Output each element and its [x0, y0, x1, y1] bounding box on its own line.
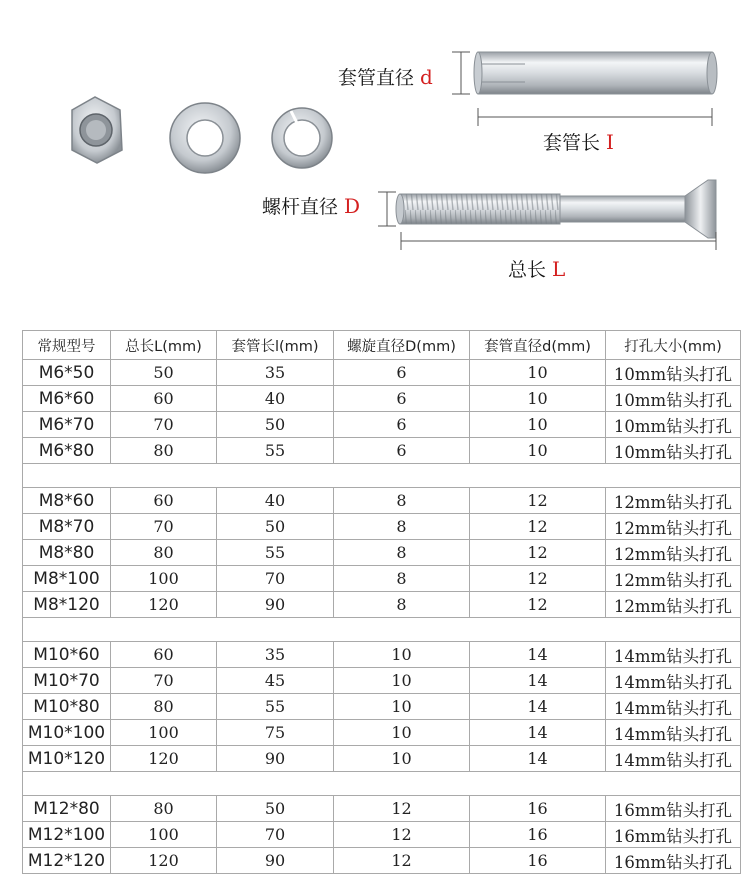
cell-bolt-diameter: 12 [334, 796, 470, 822]
cell-total-length: 50 [111, 360, 217, 386]
cell-bolt-diameter: 6 [334, 438, 470, 464]
bolt-diameter-dimension [378, 192, 396, 226]
cell-model: M8*100 [23, 566, 111, 592]
table-row [23, 694, 741, 720]
spacer-cell [23, 618, 741, 642]
flat-washer-icon [170, 103, 240, 173]
cell-bolt-diameter: 8 [334, 488, 470, 514]
cell-total-length: 80 [111, 438, 217, 464]
cell-hole-size: 12mm钻头打孔 [606, 592, 741, 618]
cell-total-length: 60 [111, 386, 217, 412]
cell-bolt-diameter: 10 [334, 720, 470, 746]
cell-hole-size: 10mm钻头打孔 [606, 412, 741, 438]
sleeve-diameter-dimension [452, 52, 470, 94]
header-model: 常规型号 [23, 331, 111, 360]
cell-total-length: 100 [111, 566, 217, 592]
header-total-length: 总长L(mm) [111, 331, 217, 360]
header-bolt-diameter: 螺旋直径D(mm) [334, 331, 470, 360]
cell-sleeve-length: 45 [217, 668, 334, 694]
cell-model: M12*100 [23, 822, 111, 848]
cell-model: M8*120 [23, 592, 111, 618]
cell-total-length: 100 [111, 822, 217, 848]
cell-sleeve-length: 55 [217, 540, 334, 566]
cell-hole-size: 12mm钻头打孔 [606, 540, 741, 566]
bolt-diameter-text: 螺杆直径 [262, 196, 339, 218]
cell-model: M8*70 [23, 514, 111, 540]
table-row [23, 642, 741, 668]
table-header-row [23, 331, 741, 360]
table-row [23, 386, 741, 412]
cell-total-length: 70 [111, 514, 217, 540]
cell-hole-size: 14mm钻头打孔 [606, 720, 741, 746]
sleeve-length-text: 套管长 [543, 132, 601, 154]
spec-table [22, 330, 741, 874]
cell-sleeve-diameter: 14 [470, 694, 606, 720]
cell-sleeve-diameter: 10 [470, 360, 606, 386]
cell-sleeve-length: 55 [217, 438, 334, 464]
table-row [23, 438, 741, 464]
cell-model: M10*100 [23, 720, 111, 746]
cell-bolt-diameter: 10 [334, 668, 470, 694]
parts-drawing [0, 0, 750, 300]
table-row [23, 540, 741, 566]
table-row [23, 796, 741, 822]
cell-model: M12*120 [23, 848, 111, 874]
cell-hole-size: 16mm钻头打孔 [606, 848, 741, 874]
cell-sleeve-length: 90 [217, 848, 334, 874]
parts-illustration [0, 0, 750, 300]
cell-total-length: 120 [111, 592, 217, 618]
header-sleeve-diameter: 套管直径d(mm) [470, 331, 606, 360]
table-group-spacer [23, 464, 741, 488]
table-row [23, 488, 741, 514]
spacer-cell [23, 464, 741, 488]
cell-hole-size: 14mm钻头打孔 [606, 746, 741, 772]
table-group-spacer [23, 618, 741, 642]
cell-hole-size: 14mm钻头打孔 [606, 668, 741, 694]
cell-sleeve-diameter: 12 [470, 540, 606, 566]
cell-model: M8*60 [23, 488, 111, 514]
cell-sleeve-length: 50 [217, 796, 334, 822]
cell-sleeve-diameter: 12 [470, 592, 606, 618]
sleeve-length-dimension [478, 108, 712, 126]
table-body [23, 360, 741, 874]
cell-hole-size: 14mm钻头打孔 [606, 694, 741, 720]
table-row [23, 360, 741, 386]
total-length-symbol: L [552, 257, 566, 281]
cell-sleeve-length: 70 [217, 566, 334, 592]
cell-bolt-diameter: 8 [334, 566, 470, 592]
cell-sleeve-length: 40 [217, 488, 334, 514]
cell-sleeve-length: 50 [217, 412, 334, 438]
cell-hole-size: 16mm钻头打孔 [606, 822, 741, 848]
cell-hole-size: 10mm钻头打孔 [606, 386, 741, 412]
expansion-sleeve-icon [474, 52, 717, 94]
bolt-diameter-label [262, 192, 360, 219]
cell-hole-size: 16mm钻头打孔 [606, 796, 741, 822]
cell-sleeve-diameter: 12 [470, 488, 606, 514]
cell-model: M6*80 [23, 438, 111, 464]
cell-bolt-diameter: 6 [334, 412, 470, 438]
cell-bolt-diameter: 6 [334, 360, 470, 386]
cell-bolt-diameter: 6 [334, 386, 470, 412]
table-row [23, 514, 741, 540]
table-row [23, 822, 741, 848]
cell-total-length: 70 [111, 668, 217, 694]
cell-total-length: 80 [111, 540, 217, 566]
total-length-label [508, 255, 565, 282]
cell-model: M8*80 [23, 540, 111, 566]
cell-sleeve-diameter: 10 [470, 412, 606, 438]
cell-model: M6*70 [23, 412, 111, 438]
cell-total-length: 60 [111, 642, 217, 668]
cell-sleeve-diameter: 14 [470, 720, 606, 746]
spring-washer-icon [272, 108, 332, 168]
table-row [23, 412, 741, 438]
cell-model: M10*120 [23, 746, 111, 772]
cell-total-length: 120 [111, 746, 217, 772]
table-group-spacer [23, 772, 741, 796]
total-length-text: 总长 [508, 259, 547, 281]
cell-model: M6*50 [23, 360, 111, 386]
header-hole-size: 打孔大小(mm) [606, 331, 741, 360]
cell-bolt-diameter: 10 [334, 642, 470, 668]
cell-bolt-diameter: 8 [334, 592, 470, 618]
cell-sleeve-diameter: 16 [470, 796, 606, 822]
hex-nut-icon [72, 97, 122, 163]
sleeve-diameter-text: 套管直径 [338, 67, 415, 89]
cell-hole-size: 12mm钻头打孔 [606, 566, 741, 592]
table-row [23, 566, 741, 592]
cell-sleeve-diameter: 16 [470, 822, 606, 848]
table-row [23, 592, 741, 618]
cell-total-length: 100 [111, 720, 217, 746]
table-row [23, 746, 741, 772]
cell-total-length: 120 [111, 848, 217, 874]
bolt-diameter-symbol: D [344, 194, 361, 218]
cell-total-length: 80 [111, 796, 217, 822]
cell-model: M10*70 [23, 668, 111, 694]
cell-hole-size: 14mm钻头打孔 [606, 642, 741, 668]
cell-bolt-diameter: 12 [334, 848, 470, 874]
cell-sleeve-diameter: 10 [470, 386, 606, 412]
cell-sleeve-diameter: 14 [470, 642, 606, 668]
cell-hole-size: 10mm钻头打孔 [606, 360, 741, 386]
cell-bolt-diameter: 10 [334, 746, 470, 772]
cell-sleeve-diameter: 12 [470, 514, 606, 540]
table-row [23, 720, 741, 746]
table-row [23, 668, 741, 694]
cell-bolt-diameter: 12 [334, 822, 470, 848]
cell-bolt-diameter: 8 [334, 540, 470, 566]
cell-model: M10*80 [23, 694, 111, 720]
cell-sleeve-length: 75 [217, 720, 334, 746]
cell-sleeve-diameter: 12 [470, 566, 606, 592]
cell-total-length: 60 [111, 488, 217, 514]
cell-sleeve-length: 40 [217, 386, 334, 412]
cell-sleeve-diameter: 16 [470, 848, 606, 874]
cell-sleeve-length: 90 [217, 592, 334, 618]
cell-bolt-diameter: 8 [334, 514, 470, 540]
cell-sleeve-length: 50 [217, 514, 334, 540]
countersunk-bolt-icon [396, 180, 716, 238]
sleeve-length-label [543, 128, 614, 155]
cell-hole-size: 12mm钻头打孔 [606, 514, 741, 540]
cell-hole-size: 10mm钻头打孔 [606, 438, 741, 464]
cell-hole-size: 12mm钻头打孔 [606, 488, 741, 514]
cell-total-length: 70 [111, 412, 217, 438]
cell-sleeve-diameter: 10 [470, 438, 606, 464]
cell-bolt-diameter: 10 [334, 694, 470, 720]
sleeve-length-symbol: I [606, 130, 614, 154]
header-sleeve-length: 套管长l(mm) [217, 331, 334, 360]
cell-sleeve-length: 70 [217, 822, 334, 848]
cell-model: M10*60 [23, 642, 111, 668]
cell-sleeve-diameter: 14 [470, 746, 606, 772]
cell-sleeve-length: 35 [217, 360, 334, 386]
total-length-dimension [401, 232, 716, 250]
table-row [23, 848, 741, 874]
cell-sleeve-diameter: 14 [470, 668, 606, 694]
sleeve-diameter-label [338, 63, 433, 90]
cell-model: M6*60 [23, 386, 111, 412]
cell-sleeve-length: 35 [217, 642, 334, 668]
cell-model: M12*80 [23, 796, 111, 822]
cell-sleeve-length: 90 [217, 746, 334, 772]
cell-sleeve-length: 55 [217, 694, 334, 720]
spacer-cell [23, 772, 741, 796]
cell-total-length: 80 [111, 694, 217, 720]
sleeve-diameter-symbol: d [420, 65, 433, 89]
